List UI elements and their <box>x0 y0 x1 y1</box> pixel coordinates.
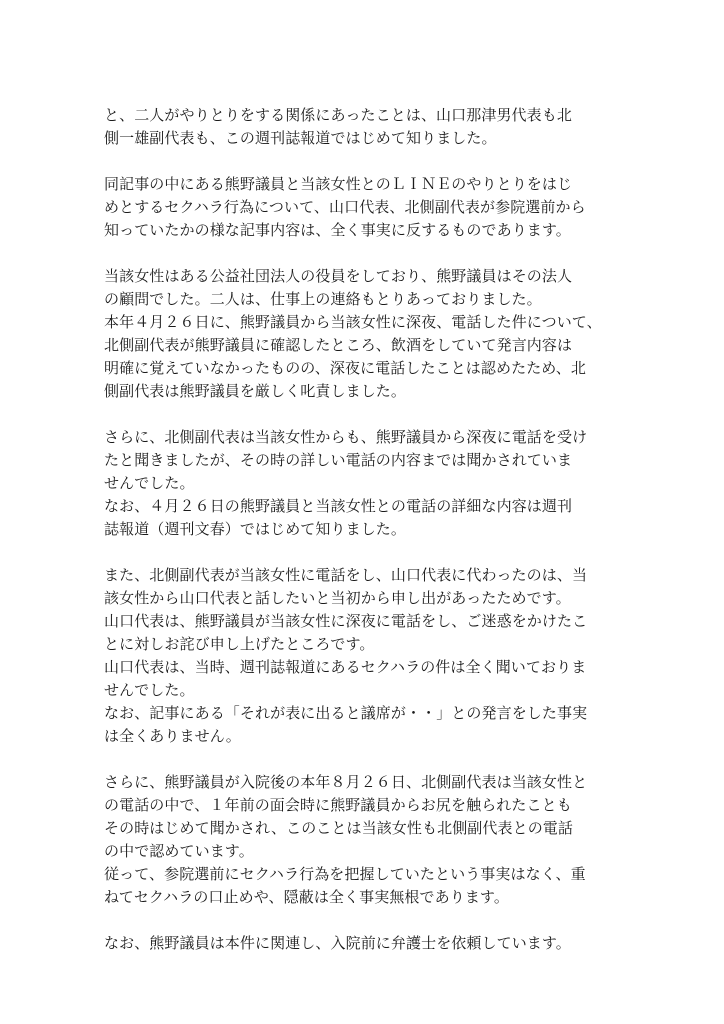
text-line: 従って、参院選前にセクハラ行為を把握していたという事実はなく、重 <box>104 865 586 883</box>
text-line: 本年４月２６日に、熊野議員から当該女性に深夜、電話した件について、 <box>104 313 602 331</box>
paragraph-7 <box>104 932 644 955</box>
text-line: 明確に覚えていなかったものの、深夜に電話したことは認めたため、北 <box>104 359 587 377</box>
document-body <box>104 104 644 978</box>
paragraph-4 <box>104 426 644 541</box>
paragraph-1 <box>104 104 644 150</box>
text-line: せんでした。 <box>104 474 195 492</box>
text-line: なお、熊野議員は本件に関連し、入院前に弁護士を依頼しています。 <box>104 934 571 952</box>
paragraph-5 <box>104 564 644 748</box>
text-line: とに対しお詫び申し上げたところです。 <box>104 635 375 653</box>
text-line: その時はじめて聞かされ、このことは当該女性も北側副代表との電話 <box>104 819 574 837</box>
text-line: さらに、北側副代表は当該女性からも、熊野議員から深夜に電話を受け <box>104 428 588 446</box>
text-line: 北側副代表が熊野議員に確認したところ、飲酒をしていて発言内容は <box>104 336 573 354</box>
text-line: なお、記事にある「それが表に出ると議席が・・」との発言をした事実 <box>104 704 588 722</box>
paragraph-3 <box>104 265 644 403</box>
text-line: さらに、熊野議員が入院後の本年８月２６日、北側副代表は当該女性と <box>104 773 588 791</box>
paragraph-6 <box>104 771 644 909</box>
text-line: 山口代表は、当時、週刊誌報道にあるセクハラの件は全く聞いておりま <box>104 658 587 676</box>
text-line: ねてセクハラの口止めや、隠蔽は全く事実無根であります。 <box>104 888 509 906</box>
text-line: 該女性から山口代表と話したいと当初から申し出があったためです。 <box>104 589 571 607</box>
text-line: また、北側副代表が当該女性に電話をし、山口代表に代わったのは、当 <box>104 566 588 584</box>
text-line: の顧問でした。二人は、仕事上の連絡もとりあっておりました。 <box>104 290 542 308</box>
text-line: の電話の中で、１年前の面会時に熊野議員からお尻を触られたことも <box>104 796 572 814</box>
text-line: なお、４月２６日の熊野議員と当該女性との電話の詳細な内容は週刊 <box>104 497 573 515</box>
text-line: 側副代表は熊野議員を厳しく叱責しました。 <box>104 382 407 400</box>
text-line: 側一雄副代表も、この週刊誌報道ではじめて知りました。 <box>104 129 497 147</box>
text-line: 当該女性はある公益社団法人の役員をしており、熊野議員はその法人 <box>104 267 573 285</box>
text-line: は全くありません。 <box>104 727 241 745</box>
text-line: の中で認めています。 <box>104 842 254 860</box>
text-line: 誌報道（週刊文春）ではじめて知りました。 <box>104 520 407 538</box>
text-line: せんでした。 <box>104 681 195 699</box>
text-line: と、二人がやりとりをする関係にあったことは、山口那津男代表も北 <box>104 106 572 124</box>
text-line: 山口代表は、熊野議員が当該女性に深夜に電話をし、ご迷惑をかけたこ <box>104 612 588 630</box>
text-line: たと聞きましたが、その時の詳しい電話の内容までは聞かされていま <box>104 451 573 469</box>
text-line: 同記事の中にある熊野議員と当該女性とのＬＩＮＥのやりとりをはじ <box>104 175 573 193</box>
text-line: めとするセクハラ行為について、山口代表、北側副代表が参院選前から <box>104 198 586 216</box>
text-line: 知っていたかの様な記事内容は、全く事実に反するものであります。 <box>104 221 571 239</box>
paragraph-2 <box>104 173 644 242</box>
